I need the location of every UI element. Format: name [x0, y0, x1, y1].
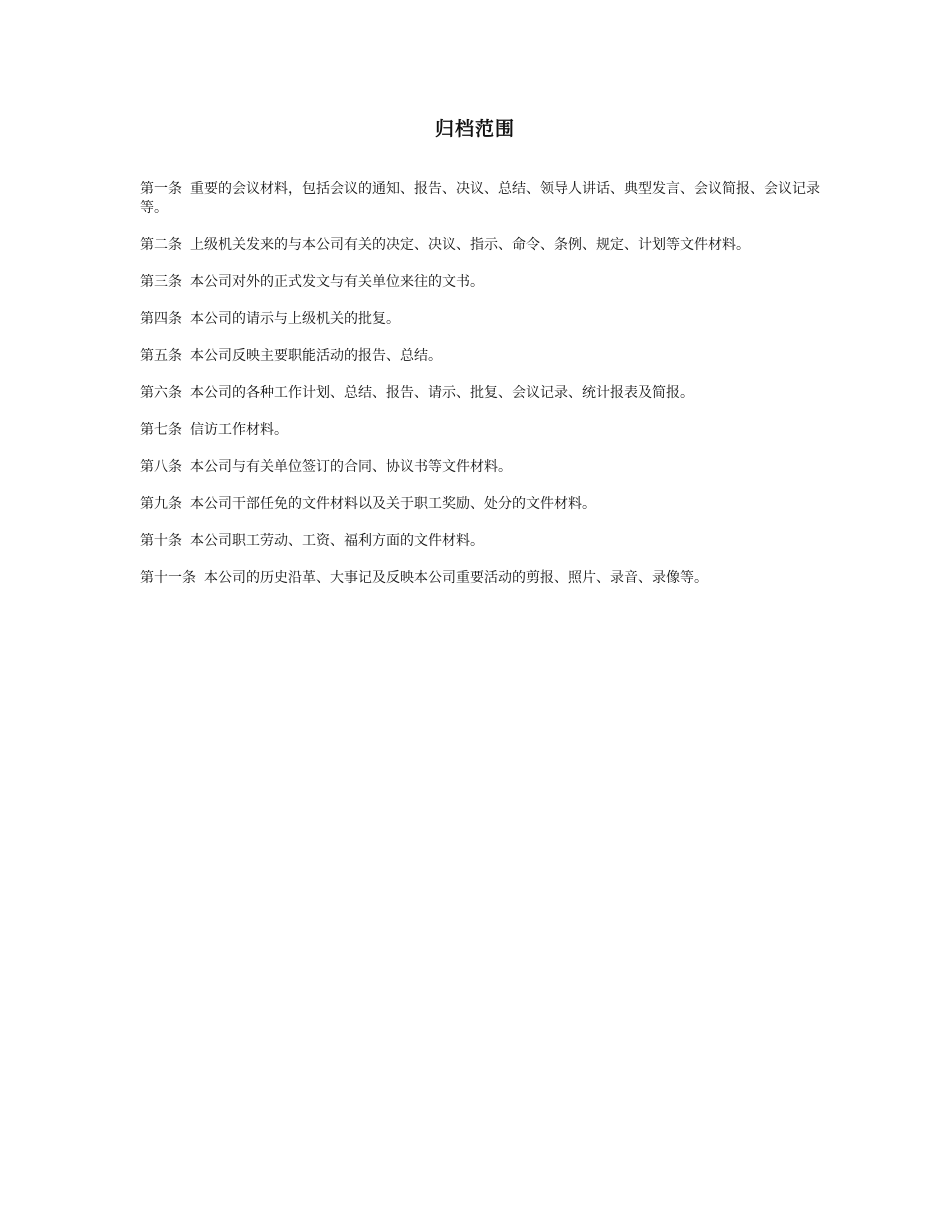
article-item [140, 421, 825, 440]
article-number: 第五条 [140, 348, 182, 364]
article-list [140, 180, 825, 606]
article-item [140, 180, 825, 218]
article-number: 第七条 [140, 422, 182, 438]
article-number: 第九条 [140, 496, 182, 512]
article-number: 第十条 [140, 533, 182, 549]
article-text: 本公司的请示与上级机关的批复。 [190, 311, 400, 327]
article-item [140, 347, 825, 366]
article-text: 上级机关发来的与本公司有关的决定、决议、指示、命令、条例、规定、计划等文件材料。 [190, 237, 750, 253]
article-text: 本公司的历史沿革、大事记及反映本公司重要活动的剪报、照片、录音、录像等。 [204, 570, 708, 586]
article-item [140, 458, 825, 477]
article-text: 本公司的各种工作计划、总结、报告、请示、批复、会议记录、统计报表及简报。 [190, 385, 694, 401]
article-number: 第一条 [140, 181, 182, 197]
article-item [140, 310, 825, 329]
article-text: 本公司干部任免的文件材料以及关于职工奖励、处分的文件材料。 [190, 496, 596, 512]
document-title: 归档范围 [434, 118, 515, 140]
article-text: 信访工作材料。 [190, 422, 288, 438]
article-item [140, 569, 825, 588]
article-number: 第八条 [140, 459, 182, 475]
article-text: 本公司与有关单位签订的合同、协议书等文件材料。 [190, 459, 512, 475]
article-number: 第四条 [140, 311, 182, 327]
article-item [140, 532, 825, 551]
article-text: 重要的会议材料，包括会议的通知、报告、决议、总结、领导人讲话、典型发言、会议简报、会议记录等。 [140, 181, 820, 216]
article-text: 本公司对外的正式发文与有关单位来往的文书。 [190, 274, 484, 290]
article-number: 第二条 [140, 237, 182, 253]
article-number: 第六条 [140, 385, 182, 401]
article-item [140, 236, 825, 255]
article-number: 第十一条 [140, 570, 196, 586]
article-item [140, 273, 825, 292]
article-item [140, 384, 825, 403]
article-text: 本公司职工劳动、工资、福利方面的文件材料。 [190, 533, 484, 549]
article-text: 本公司反映主要职能活动的报告、总结。 [190, 348, 442, 364]
article-item [140, 495, 825, 514]
article-number: 第三条 [140, 274, 182, 290]
